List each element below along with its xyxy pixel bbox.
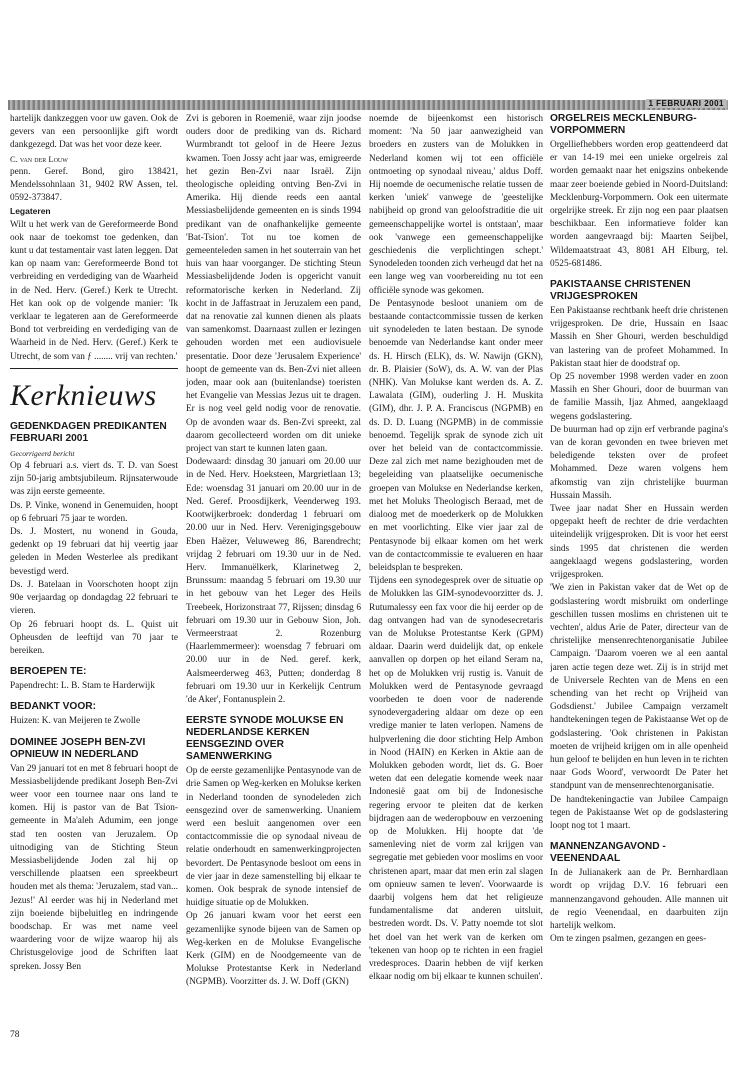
signature: C. van der Louw [10,153,68,164]
gedenk-paragraph: Ds. J. Mostert, nu wonend in Gouda, gedenkt op 19 februari dat hij veertig jaar geleden in Meden Westerlee als predikant bevestigd werd. [10,527,178,577]
dominee-text: Van 29 januari tot en met 8 februari hoopt de Messiasbelijdende predikant Joseph Ben-Zvi weer voor een tournee naar ons land te komen. Hij is pastor van de Bat Tsion-gemeente in Ma'aleh Adumim, een jonge stad ten oosten van Jeruzalem. Op uitnodiging van de Stichting Steun Messiasbelijdende Joden zal hij op verschillende plaatsen een spreekbeurt houden met als thema: 'Jeruzalem, stad van... Jezus!' Al eerder was hij in Nederland met zijn boeiende bijbeluitleg en indringende boodschap. Er was met name veel waardering voor de wijze waarop hij als Christusgelovige jood de Schriften laat spreken. Jossy Ben [10,763,178,972]
gedenk-byline: Gecorrigeerd bericht [10,448,75,458]
pakistan-paragraph: Een Pakistaanse rechtbank heeft drie christenen vrijgesproken. De drie, Hussain en Isaac Massih en Sher Ghouri, werden beschuldigd van lastering van de profeet Mohammed. In Pakistan staat hier de doodstraf op. [550,306,728,369]
column-3 [369,113,543,1043]
header-date: 1 FEBRUARI 2001 [648,99,724,108]
synode-continued-paragraph: Tijdens een synodegesprek over de situatie op de Molukken las GIM-synodevoorzitter ds. J. Rutumalessy een fax voor die hij eerder op de dag ontvangen had van de synodesecretaris van de Molukse Protestantse Kerk (GPM) aldaar. Daarin werd duidelijk dat, op enkele aanvallen op dorpen op het eiland Seram na, het op de Molukken vrij rustig is. Vanuit de Molukken werd de Pentasynode gevraagd voorbeden te doen voor de naderende synodevergadering aldaar om deze op een vredige manier te laten verlopen. Namens de hulpverlening die door stichting Help Ambon in Nood (HAIN) en Kerken in Aktie aan de Molukken geboden wordt, liet ds. G. Boer weten dat een delegatie komende week naar Indonesië gaat om bij de Indonesische regering ervoor te pleiten dat de kerken bijdragen aan de wederopbouw en verzoening op de Molukken. Hij hoopte dat 'de samenleving niet de vorm zal krijgen van segregatie met gebieden voor moslims en voor christenen apart, maar dat men erin zal slagen om opnieuw samen te leven'. Voorwaarde is daarbij volgens hem dat het religieuze fundamentalisme dat anderen uitsluit, bestreden wordt. Ds. V. Patty noemde tot slot het doel van het werk van de kerken om 'tekenen van hoop op te richten in een fragiel vredesproces. Daarin hebben de vijf kerken elkaar nodig om bij elkaar te kunnen schuilen'. [369,576,543,983]
mannenzang-text: In de Julianakerk aan de Pr. Bernhardlaan wordt op vrijdag D.V. 16 februari een mannenzangavond gehouden. Alle mannen uit de regio Veenendaal, en daarbuiten zijn hartelijk welkom. Om te zingen psalmen, gezangen en gees- [550,868,728,945]
synode-continued-paragraph: De Pentasynode besloot unaniem om de bestaande contactcommissie tussen de kerken uit synodeleden te laten bestaan. De synode benoemde van Nederlandse kant onder meer ds. H. Hirsch (ELK), ds. W. Nawijn (GKN), dr. B. Plaisier (SoW), ds. A. W. van der Plas (NHK). Van Molukse kant werden ds. A. Z. Lawalata (GIM), ouderling J. H. Muskita (GIM), dhr. J. P. A. Franciscus (NGPMB) en ds. D. D. Luang (NGPMB) in de commissie benoemd. Tegelijk sprak de synode zich uit over het beleid van de contactcommissie. Deze zal zich met name bezighouden met de begeleiding van plaatselijke oecumenische groepen van Molukse en Nederlandse kerken, met het Moluks Theologisch Beraad, met de dialoog met de moederkerk op de Molukken en met voorlichting. Elke vier jaar zal de Pentasynode bij elkaar komen om het werk van de contactcommissie te evalueren en haar beleidsplan te bespreken. [369,298,543,573]
synode-continued-paragraph: noemde de bijeenkomst een historisch moment: 'Na 50 jaar aanwezigheid van broeders en zusters van de Molukken in Nederland komen wij tot een officiële ontmoeting op synodaal niveau,' aldus Doff. Hij noemde de oecumenische relatie tussen de kerken 'uniek' vanwege de 'geestelijke nabijheid op grond van geloofstraditie die uit gemeenschappelijke wortel is ontstaan', maar ook 'vanwege een gemeenschappelijke geschiedenis die verplichtingen schept.' Synodeleden toonden zich verheugd dat het na een lange weg van voorbereiding nu tot een officiële synode was gekomen. [369,114,543,296]
intro-paragraph: hartelijk dankzeggen voor uw gaven. Ook de gevers van een persoonlijke gift wordt dankgezegd. Dat was het voor deze keer. [10,114,178,151]
mannenzang-title: MANNENZANGAVOND - VEENENDAAL [550,841,666,865]
page-number: 78 [10,1030,20,1040]
section-title: Kerknieuws [10,378,157,412]
pakistan-title: PAKISTAANSE CHRISTENEN VRIJGESPROKEN [550,279,691,303]
beroepen-text: Papendrecht: L. B. Stam te Harderwijk [10,681,155,692]
bedankt-title: BEDANKT VOOR: [10,701,97,713]
dominee-title: DOMINEE JOSEPH BEN-ZVI OPNIEUW IN NEDERLAND [10,736,146,760]
pakistan-paragraph: 'We zien in Pakistan vaker dat de Wet op de godslastering wordt misbruikt om onderlinge geschillen tussen moslims en christenen uit te vechten', aldus Arie de Pater, directeur van de christelijke mensenrechtenorganisatie Jubilee Campaign. 'Daarom voeren we al een aantal jaren actie tegen deze wet. Zij is in strijd met de Universele Rechten van de Mens en een schending van het recht op Vrijheid van Godsdienst.' Jubilee Campaign verzamelt handtekeningen tegen de Pakistaanse Wet op de godslastering. 'Ook christenen in Pakistan moeten de vrijheid krijgen om in alle openheid hun geloof te belijden en hun leven in te richten naar Gods Woord', verwoordt De Pater het standpunt van de mensenrechtenorganisatie. [550,583,728,792]
address-text: penn. Geref. Bond, giro 138421, Mendelssohnlaan 31, 9402 RW Assen, tel. 0592-373847. [10,166,178,204]
pakistan-paragraph: De handtekeningactie van Jubilee Campaign tegen de Pakistaanse Wet op de godslastering loopt nog tot 1 maart. [550,794,728,831]
synode-paragraph: Op 26 januari kwam voor het eerst een gezamenlijke synode bijeen van de Samen op Weg-kerken en de Molukse Evangelische Kerk (GIM) en de Noodgemeente van de Molukse Protestantse Kerk in Nederland (NGPMB). Voorzitter ds. J. W. Doff (GKN) [186,911,361,988]
gedenk-paragraph: Ds. P. Vinke, wonend in Genemuiden, hoopt op 6 februari 75 jaar te worden. [10,500,178,524]
gedenk-title: GEDENKDAGEN PREDIKANTEN FEBRUARI 2001 [10,420,167,444]
synode-paragraph: Op de eerste gezamenlijke Pentasynode van de drie Samen op Weg-kerken en Molukse kerken in Nederland toonden de synodeleden zich eensgezind over de samenwerking. Unaniem werd een besluit aangenomen over een contactcommissie die op synodaal niveau de relatie onderhoudt en samenwerkingprojecten bevordert. De Pentasynode besloot om eens in de vier jaar in deze samenstelling bij elkaar te komen. Ook besprak de synode intensief de huidige situatie op de Molukken. [186,766,361,909]
schedule-paragraph: Dodewaard: dinsdag 30 januari om 20.00 uur in de Ned. Herv. Hoeksteen, Margrietlaan 13; Ede: woensdag 31 januari om 20.00 uur in de Ned. Geref. Proosdijkerk, Veenderweg 193. Kootwijkerbroek: donderdag 1 februari om 20.00 uur in Ned. Herv. Verenigingsgebouw Eben Haëzer, Veluweweg 86, Barendrecht; vrijdag 2 februari om 19.30 uur in de Ned. Herv. Immanuëlkerk, Klarinetweg 2, Brunssum: maandag 5 februari om 19.30 uur in het gebouw van het Leger des Heils Treebeek, Horizonstraat 77, Rijssen; dinsdag 6 februari om 19.30 uur in Gebouw Sion, Joh. Vermeerstraat 2. Rozenburg (Haarlemmermeer): woensdag 7 februari om 20.00 uur in de Ned. geref. kerk, Aalsmeerderweg 463, Putten; donderdag 8 februari om 19.30 uur in Kerkelijk Centrum 'de Aker', Fontanusplein 2. [186,457,361,705]
bedankt-text: Huizen: K. van Meijeren te Zwolle [10,716,141,727]
gedenk-paragraph: Op 4 februari a.s. viert ds. T. D. van Soest zijn 50-jarig ambtsjubileum. Rijnsaterwoude was zijn eerste gemeente. [10,461,178,498]
gedenk-paragraph: Ds. J. Batelaan in Voorschoten hoopt zijn 90e verjaardag op dondagdag 22 februari te vieren. [10,579,178,617]
column-4 [550,113,728,1043]
gedenk-paragraph: Op 26 februari hoopt ds. L. Quist uit Opheusden de leeftijd van 70 jaar te bereiken. [10,619,178,656]
column-1 [10,113,178,1028]
pakistan-paragraph: De buurman had op zijn erf verbrande pagina's van de koran gevonden en twee brieven met beledigende teksten over de profeet Mohammed. Deze waren volgens hem afkomstig van zijn christelijke buurman Hussain Massih. [550,424,728,501]
legaten-text: Wilt u het werk van de Gereformeerde Bond ook naar de toekomst toe gedenken, dan kunt u dat testamentair vast laten leggen. Dat kan op naam van: Gereformeerde Bond tot verbreiding en verdediging van de Waarheid in de Ned. Herv. (Geref.) Kerk te Utrecht. Het kan ook op de volgende manier: 'Ik verklaar te legateren aan de Gereformeerde Bond tot verbreiding en verdediging van de Waarheid in de Ned. Herv. (Geref.) Kerk te Utrecht, de som van ƒ ........ vrij van rechten.' [10,219,178,362]
pakistan-paragraph: Twee jaar nadat Sher en Hussain werden opgepakt heeft de rechter de drie verdachten uiteindelijk vrijgesproken. Dit is voor het eerst sinds 1995 dat christenen die werden aangeklaagd wegens godslastering, worden vrijgesproken. [550,504,728,581]
orgel-title: ORGELREIS MECKLENBURG-VORPOMMERN [550,113,697,136]
beroepen-title: BEROEPEN TE: [10,666,87,678]
legaten-heading: Legateren [10,206,51,217]
synode-title: EERSTE SYNODE MOLUKSE EN NEDERLANDSE KERKEN EENSGEZIND OVER SAMENWERKING [186,715,344,763]
column-2 [186,113,361,1043]
header-band [8,100,728,110]
pakistan-paragraph: Op 25 november 1998 werden vader en zoon Massih en Sher Ghouri, door de buurman van de familie Massih, Ijaz Ahmed, aangeklaagd wegens godslastering. [550,372,728,422]
orgel-text: Orgelliefhebbers worden erop geattendeerd dat er van 14-19 mei een unieke orgelreis zal worden gemaakt naar het enigszins onbekende maar zeer boeiende gebied in Noord-Duitsland: Mecklenburg-Vorpommern. Ook een uitermate orgelrijke streek. Er zijn nog een paar plaatsen beschikbaar. Een informatieve folder kan worden aangevraagd bij: Maarten Seijbel, Wildemaatstraat 43, 8081 AH Elburg, tel. 0525-681486. [550,140,728,269]
divider [10,368,178,369]
benzvi-paragraph: Zvi is geboren in Roemenië, waar zijn joodse ouders door de prediking van ds. Richard Wurmbrandt tot geloof in de Heere Jezus kwamen. Toen Jossy acht jaar was, emigreerde het gezin Ben-Zvi naar Israël. Zijn theologische opleiding ontving Ben-Zvi in Amerika. Hij diende reeds een aantal Messiasbelijdende gemeenten en is sinds 1994 predikant van de onafhankelijke gemeente 'Bat-Tsion'. Tot nu toe komen de gemeenteleden samen in het souterrain van het huis van haar voorganger. De stichting Steun Messiasbelijdende Joden is opgericht vanuit reformatorische kerken in Nederland. Zij kocht in de Jaffastraat in Jeruzalem een pand, dat na renovatie zal kunnen dienen als plaats van samenkomst. Daarnaast zullen er lezingen gehouden worden met een audiovisuele presentatie. Door deze 'Jerusalem Experience' hoopt de gemeente van ds. Ben-Zvi niet alleen joden, maar ook aan (buitenlandse) toeristen het Evangelie van Messias Jezus uit te dragen. Er is nog veel geld nodig voor de renovatie. Op de avonden waar ds. Ben-Zvi spreekt, zal daarom gecollecteerd worden om dit unieke project van start te kunnen laten gaan. [186,114,361,455]
